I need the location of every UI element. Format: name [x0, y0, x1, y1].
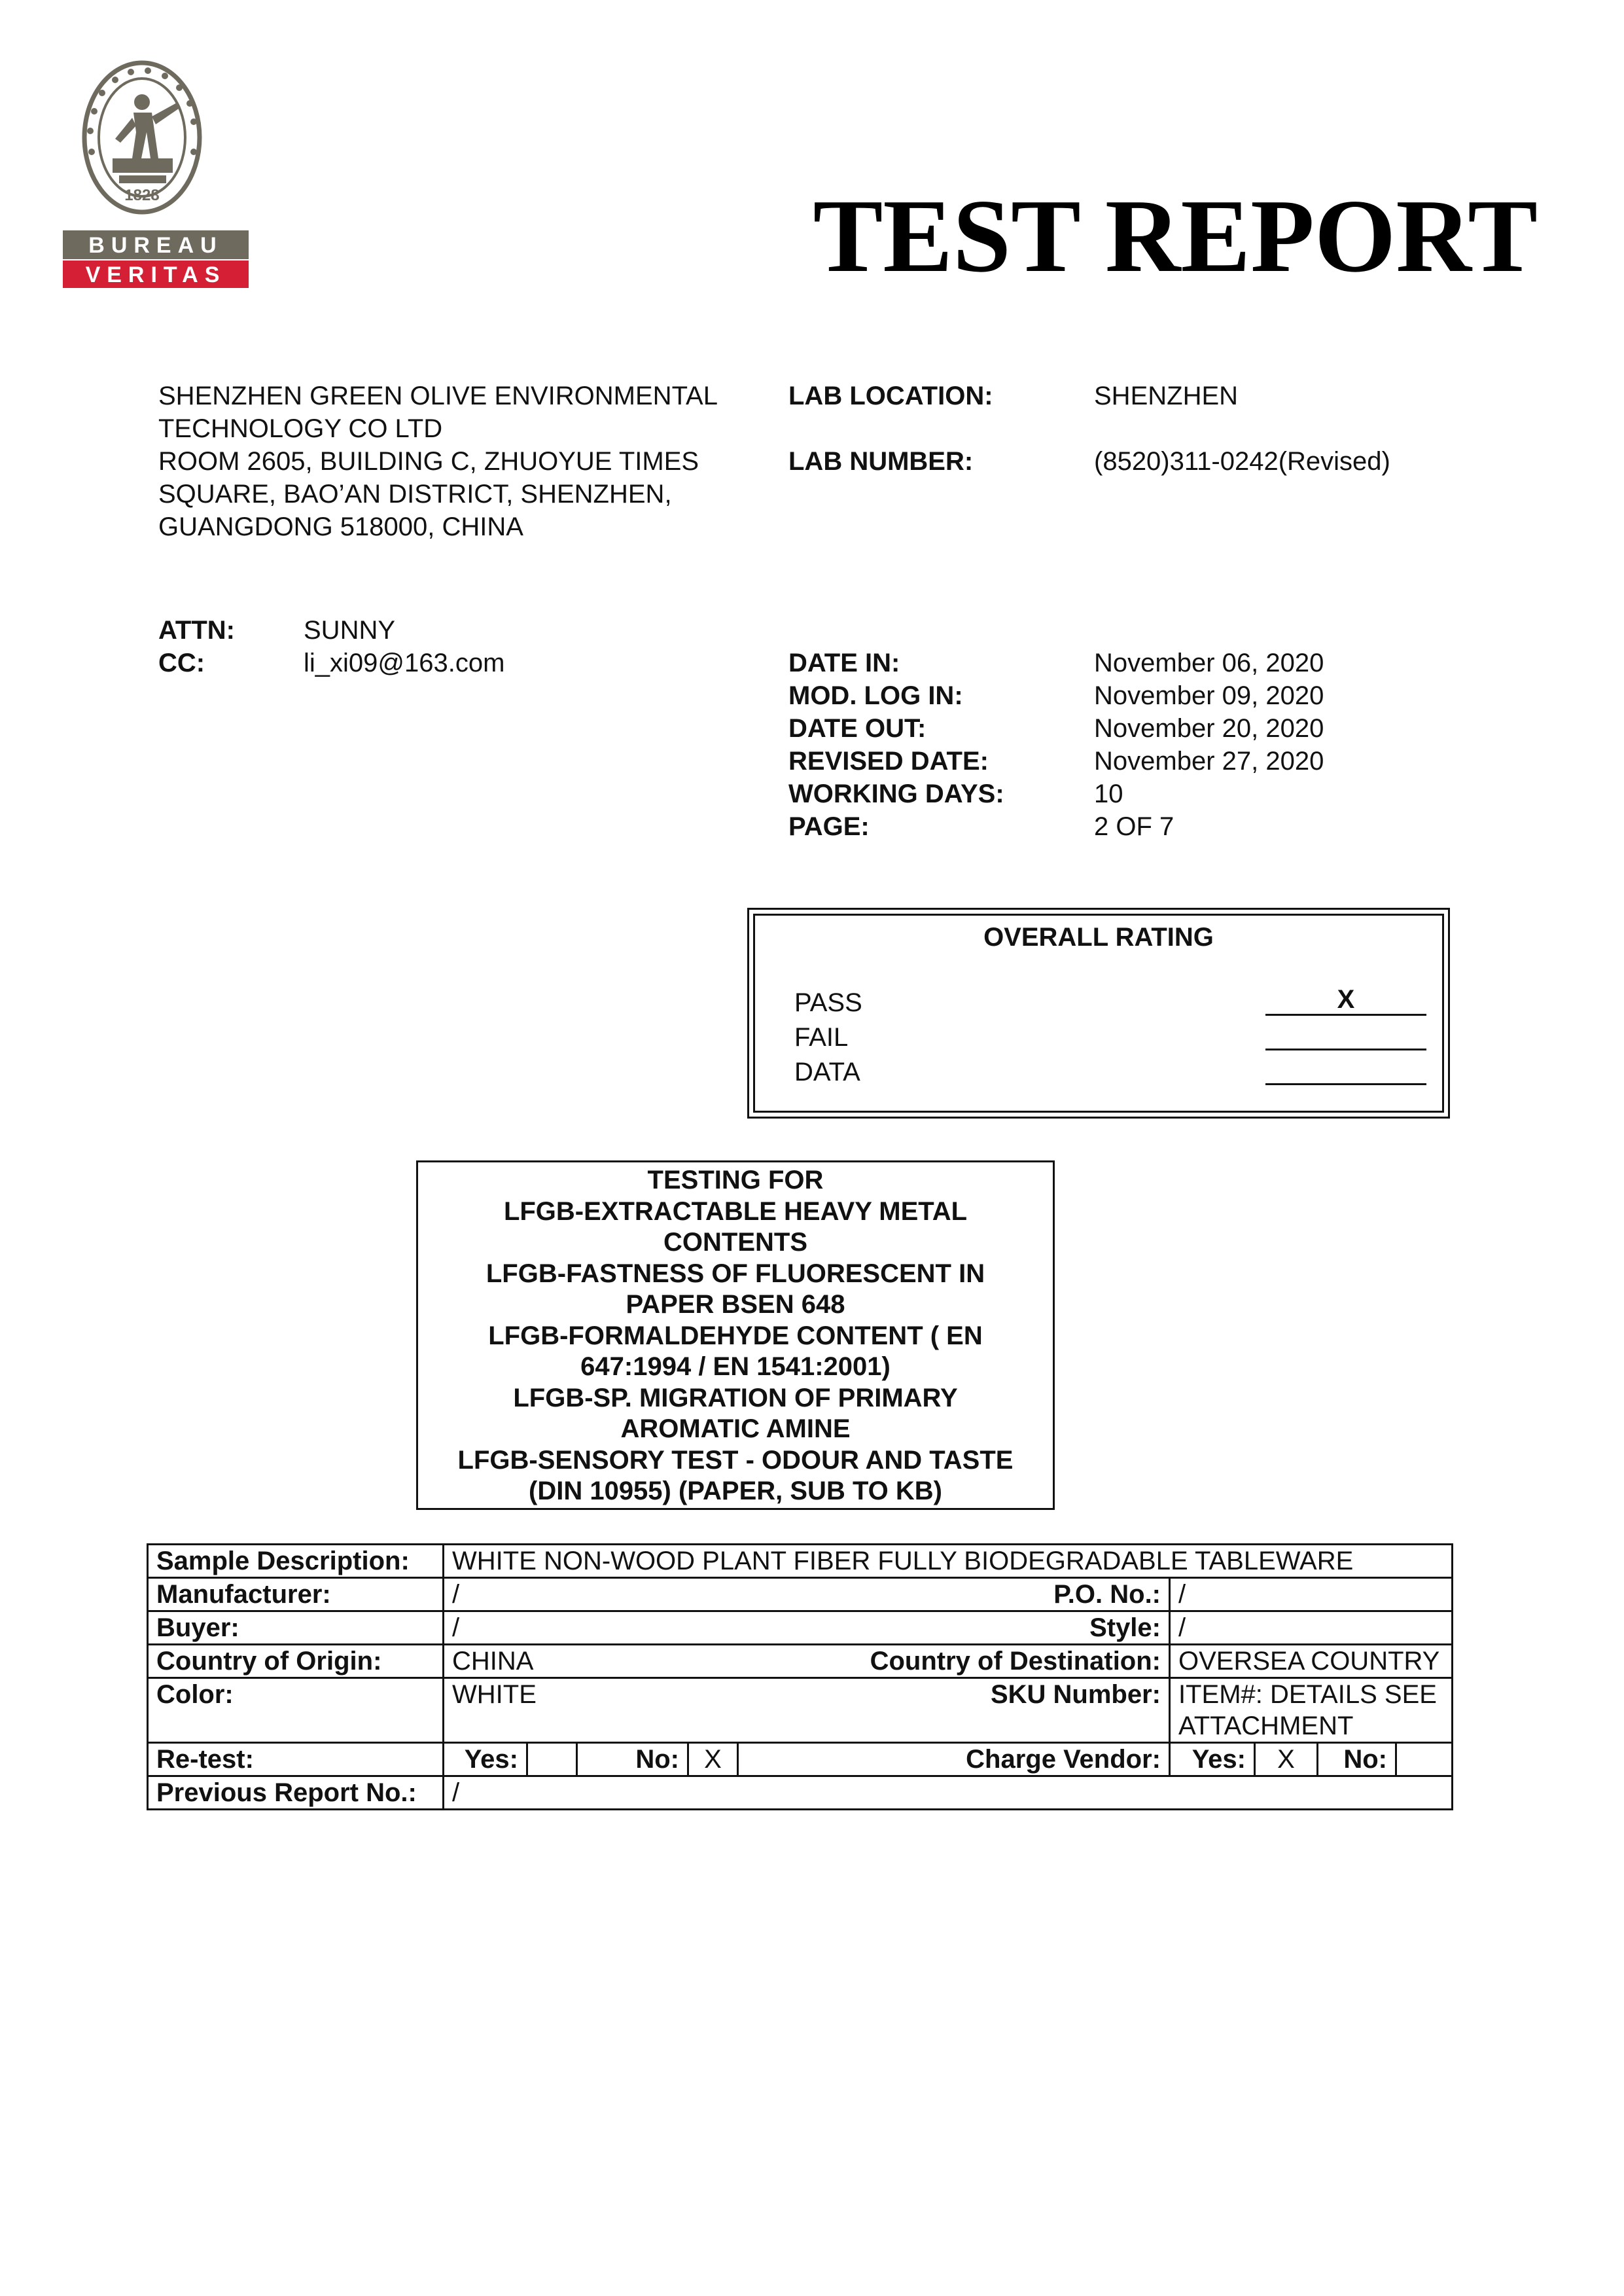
overall-rating-box — [747, 908, 1450, 1119]
attn-value: SUNNY — [304, 616, 396, 645]
logo-word-veritas: VERITAS — [85, 262, 226, 287]
mod-log-in-value: November 09, 2020 — [1094, 681, 1324, 710]
testing-line: LFGB-FORMALDEHYDE CONTENT ( EN — [488, 1321, 983, 1350]
cc-label: CC: — [158, 649, 205, 677]
sample-description-value: WHITE NON-WOOD PLANT FIBER FULLY BIODEGRADABLE TABLEWARE — [444, 1545, 1453, 1578]
table-row — [148, 1578, 1453, 1611]
retest-yes-label: Yes: — [444, 1743, 527, 1776]
charge-no-label: No: — [1318, 1743, 1396, 1776]
testing-line: AROMATIC AMINE — [620, 1414, 851, 1443]
testing-line: PAPER BSEN 648 — [626, 1290, 845, 1319]
testing-line: LFGB-FASTNESS OF FLUORESCENT IN — [485, 1259, 985, 1288]
testing-line: LFGB-SP. MIGRATION OF PRIMARY — [513, 1383, 958, 1412]
cc-value: li_xi09@163.com — [304, 649, 505, 677]
charge-no-checkbox — [1396, 1743, 1453, 1776]
charge-yes-label: Yes: — [1170, 1743, 1255, 1776]
lab-number-value: (8520)311-0242(Revised) — [1094, 447, 1390, 476]
overall-rating-title: OVERALL RATING — [983, 923, 1214, 952]
address-line: TECHNOLOGY CO LTD — [158, 414, 443, 443]
client-address — [158, 380, 786, 543]
manufacturer-label: Manufacturer: — [148, 1578, 444, 1611]
rating-pass-label: PASS — [794, 988, 862, 1017]
date-in-label: DATE IN: — [788, 649, 900, 677]
sku-value — [1170, 1678, 1453, 1743]
date-out-label: DATE OUT: — [788, 714, 927, 743]
seal-icon — [63, 60, 249, 291]
rating-pass-mark: X — [1265, 985, 1426, 1016]
previous-report-value: / — [444, 1776, 1453, 1810]
logo-word-bureau: BUREAU — [88, 233, 223, 258]
previous-report-label: Previous Report No.: — [148, 1776, 444, 1810]
testing-line: (DIN 10955) (PAPER, SUB TO KB) — [529, 1477, 942, 1505]
buyer-value: / — [444, 1611, 738, 1645]
sku-value-line: ITEM#: DETAILS SEE — [1178, 1680, 1437, 1709]
charge-yes-checkbox: X — [1255, 1743, 1318, 1776]
buyer-label: Buyer: — [148, 1611, 444, 1645]
destination-label: Country of Destination: — [738, 1645, 1170, 1678]
report-title: TEST REPORT — [813, 177, 1538, 294]
style-value: / — [1170, 1611, 1453, 1645]
address-line: GUANGDONG 518000, CHINA — [158, 512, 523, 541]
attn-label: ATTN: — [158, 616, 235, 645]
sku-value-line: ATTACHMENT — [1178, 1712, 1354, 1740]
logo-year: 1828 — [124, 187, 160, 204]
po-label: P.O. No.: — [738, 1578, 1170, 1611]
page-value: 2 OF 7 — [1094, 812, 1174, 841]
po-value: / — [1170, 1578, 1453, 1611]
address-line: SQUARE, BAO’AN DISTRICT, SHENZHEN, — [158, 480, 672, 509]
lab-location-label: LAB LOCATION: — [788, 382, 993, 410]
retest-label: Re-test: — [148, 1743, 444, 1776]
testing-line: LFGB-EXTRACTABLE HEAVY METAL — [503, 1196, 968, 1226]
table-row — [148, 1645, 1453, 1678]
rating-data-label: DATA — [794, 1058, 860, 1086]
sample-details-table — [147, 1543, 1453, 1810]
retest-no-label: No: — [577, 1743, 688, 1776]
date-in-value: November 06, 2020 — [1094, 649, 1324, 677]
lab-number-label: LAB NUMBER: — [788, 447, 974, 476]
overall-rating-inner-border — [753, 914, 1444, 1113]
revised-date-label: REVISED DATE: — [788, 747, 989, 776]
date-out-value: November 20, 2020 — [1094, 714, 1324, 743]
testing-line: LFGB-SENSORY TEST - ODOUR AND TASTE — [457, 1445, 1014, 1475]
origin-value: CHINA — [444, 1645, 738, 1678]
color-label: Color: — [148, 1678, 444, 1743]
manufacturer-value: / — [444, 1578, 738, 1611]
retest-yes-checkbox — [527, 1743, 577, 1776]
table-row — [148, 1611, 1453, 1645]
working-days-value: 10 — [1094, 780, 1123, 808]
origin-label: Country of Origin: — [148, 1645, 444, 1678]
rating-fail-label: FAIL — [794, 1023, 849, 1052]
sku-label: SKU Number: — [738, 1678, 1170, 1743]
address-line: SHENZHEN GREEN OLIVE ENVIRONMENTAL — [158, 382, 718, 410]
address-line: ROOM 2605, BUILDING C, ZHUOYUE TIMES — [158, 447, 699, 476]
table-row — [148, 1776, 1453, 1810]
rating-data-mark — [1265, 1054, 1426, 1085]
table-row — [148, 1545, 1453, 1578]
destination-value: OVERSEA COUNTRY — [1170, 1645, 1453, 1678]
charge-vendor-label: Charge Vendor: — [738, 1743, 1170, 1776]
table-row — [148, 1678, 1453, 1743]
color-value: WHITE — [444, 1678, 738, 1743]
page-label: PAGE: — [788, 812, 870, 841]
rating-fail-mark — [1265, 1020, 1426, 1050]
working-days-label: WORKING DAYS: — [788, 780, 1004, 808]
sample-description-label: Sample Description: — [148, 1545, 444, 1578]
bureau-veritas-logo — [63, 60, 249, 291]
revised-date-value: November 27, 2020 — [1094, 747, 1324, 776]
table-row — [148, 1743, 1453, 1776]
style-label: Style: — [738, 1611, 1170, 1645]
testing-line: TESTING FOR — [647, 1166, 824, 1194]
retest-no-checkbox: X — [688, 1743, 738, 1776]
testing-line: CONTENTS — [663, 1228, 807, 1257]
lab-location-value: SHENZHEN — [1094, 382, 1239, 410]
testing-for-box — [416, 1160, 1055, 1510]
mod-log-in-label: MOD. LOG IN: — [788, 681, 963, 710]
testing-line: 647:1994 / EN 1541:2001) — [580, 1352, 891, 1381]
